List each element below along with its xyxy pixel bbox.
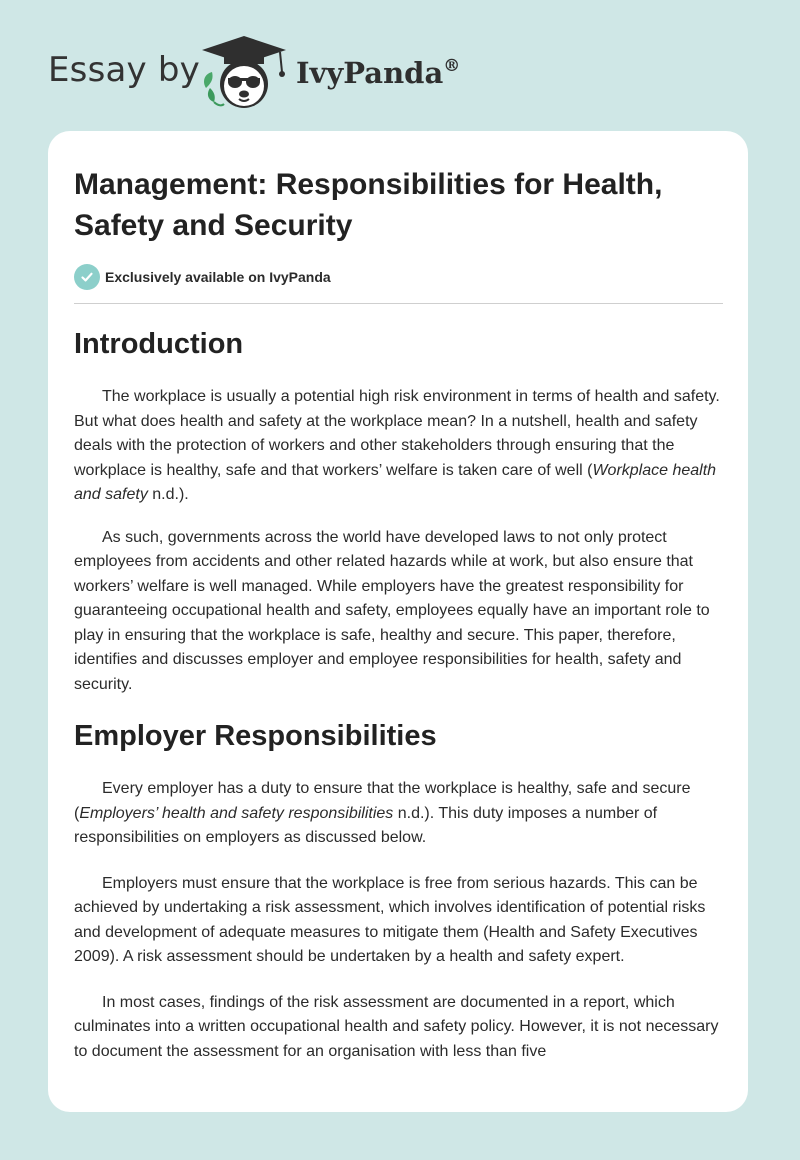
exclusive-badge: [74, 264, 331, 290]
article-card: [48, 131, 748, 1112]
paragraph: [74, 385, 723, 508]
brand-name[interactable]: [296, 56, 460, 90]
article-body: [74, 324, 723, 1064]
paragraph: Employers must ensure that the workplace is free from serious hazards. This can be achieved by undertaking a risk assessment, which involves identification of potential risks and development of adequate measures to mitigate them (Health and Safety Executives 2009). A risk assessment should be undertaken by a health and safety expert.: [74, 874, 706, 965]
exclusive-text: Exclusively available on IvyPanda: [105, 269, 331, 285]
article-title: Management: Responsibilities for Health, Safety and Security: [74, 168, 663, 242]
paragraph-text: Every employer has a duty to ensure that the workplace is healthy, safe and secure (: [74, 780, 691, 822]
citation: Workplace health and safety: [74, 461, 717, 503]
site-header: [0, 0, 800, 130]
paragraph-text: n.d.).: [147, 486, 189, 503]
section-heading-introduction: Introduction: [74, 328, 244, 360]
registered-mark: ®: [443, 56, 461, 76]
section-heading-employer-responsibilities: Employer Responsibilities: [74, 720, 437, 752]
check-icon: [74, 264, 100, 290]
title-divider: [74, 303, 723, 304]
paragraph: [74, 777, 723, 851]
paragraph-text: The workplace is usually a potential high risk environment in terms of health and safety. But what does health and safety at the workplace mean? In a nutshell, health and safety deals with the protection of workers and other stakeholders through ensuring that the workplace is healthy, safe and that workers’ welfare is taken care of well (: [74, 388, 720, 479]
paragraph-text: n.d.). This duty imposes a number of responsibilities on employers as discussed below.: [74, 804, 658, 846]
citation: Employers’ health and safety responsibilities: [79, 804, 394, 822]
paragraph: In most cases, findings of the risk assessment are documented in a report, which culminates into a written occupational health and safety policy. However, it is not necessary to document the assessment for an organisation with less than five: [74, 993, 719, 1060]
paragraph: As such, governments across the world have developed laws to not only protect employees from accidents and other related hazards while at work, but also ensure that workers’ welfare is well managed. While employers have the greatest responsibility for guaranteeing occupational health and safety, employees equally have an important role to play in ensuring that the workplace is safe, healthy and secure. This paper, therefore, identifies and discusses employer and employee responsibilities for health, safety and security.: [74, 528, 710, 693]
brand-text: IvyPanda: [296, 56, 444, 90]
panda-logo-icon[interactable]: [198, 32, 290, 115]
essay-by-label: Essay by: [48, 50, 200, 90]
